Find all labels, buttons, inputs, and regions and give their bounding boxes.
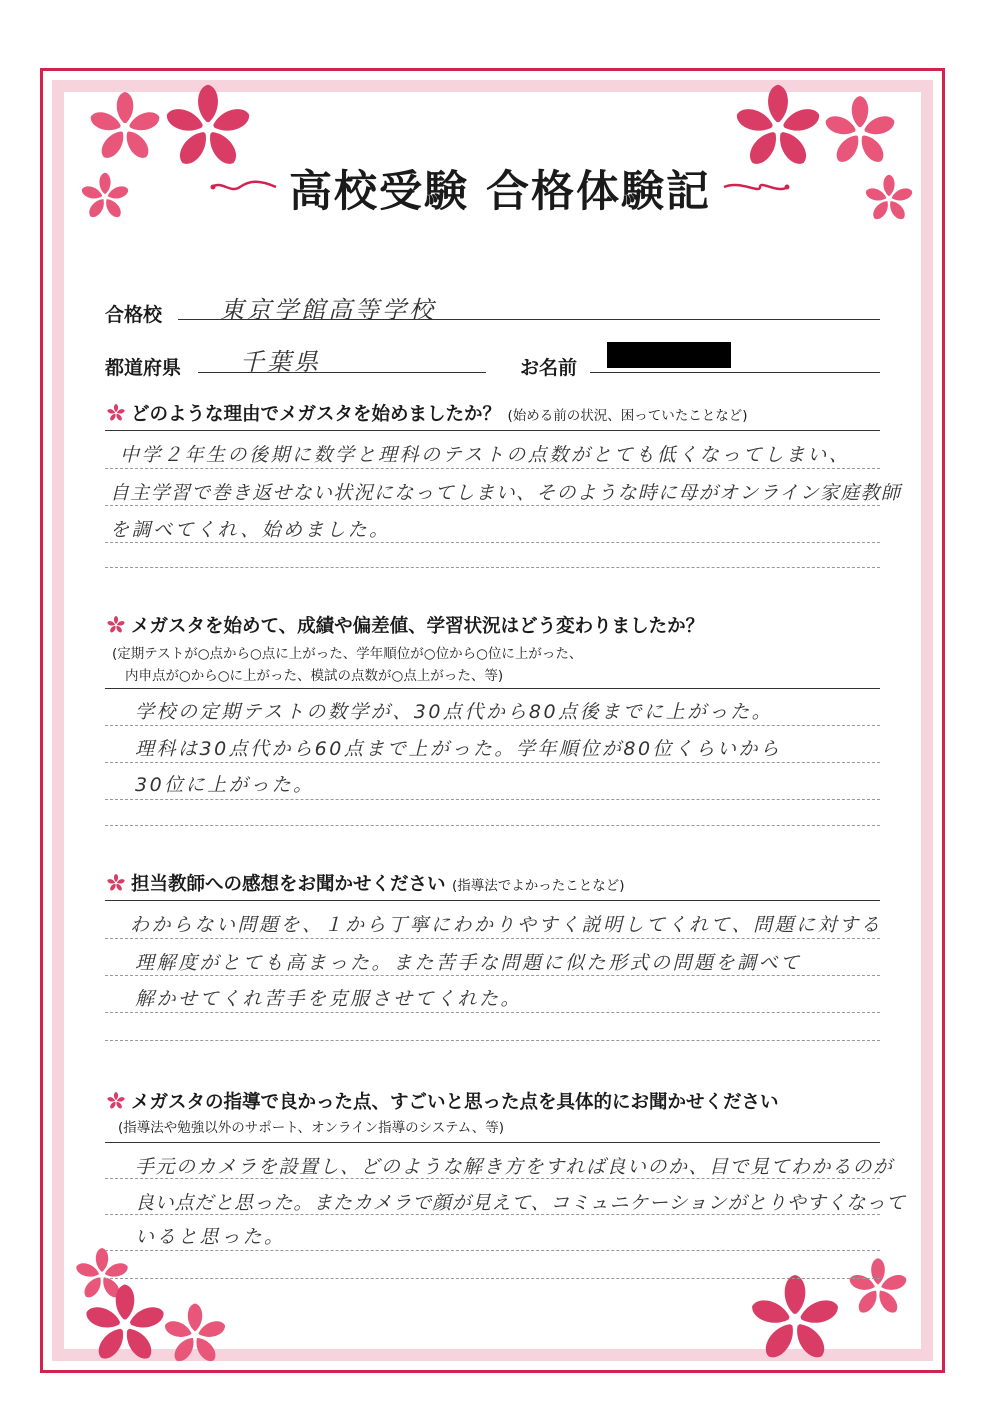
answer-line [105, 799, 880, 800]
school-label: 合格校 [105, 304, 163, 326]
answer-line [105, 430, 880, 431]
answer-line [105, 567, 880, 568]
section-3-answer-line-2: 理解度がとても高まった。また苦手な問題に似た形式の問題を調べて [135, 952, 802, 974]
answer-line [105, 762, 880, 763]
section-3-note: (指導法でよかったことなど) [451, 878, 625, 894]
section-2-question [105, 612, 704, 638]
section-1-question-text: どのような理由でメガスタを始めましたか？ [131, 404, 502, 425]
answer-line [105, 468, 880, 469]
section-4-answer-line-2: 良い点だと思った。またカメラで顔が見えて、コミュニケーションがとりやすくなって [135, 1192, 906, 1214]
answer-line [105, 1250, 880, 1251]
name-underline [590, 372, 880, 373]
page-title: 高校受験 合格体験記 [289, 167, 711, 217]
section-2-question-text: メガスタを始めて、成績や偏差値、学習状況はどう変わりましたか？ [131, 616, 705, 637]
prefecture-value: 千葉県 [240, 348, 321, 376]
redacted-name [607, 342, 731, 368]
section-4-subnote-1: (指導法や勉強以外のサポート、オンライン指導のシステム、等) [118, 1120, 504, 1136]
sakura-blossom-icon [745, 1270, 845, 1370]
section-1-answer-line-3: を調べてくれ、始めました。 [110, 519, 391, 541]
answer-line [105, 505, 880, 506]
sakura-blossom-icon [85, 88, 165, 168]
section-2-answer-line-3: 30位に上がった。 [135, 774, 315, 796]
section-4-question-text: メガスタの指導で良かった点、すごいと思った点を具体的にお聞かせください [131, 1092, 779, 1113]
sakura-bullet-icon [105, 1091, 127, 1111]
school-underline [178, 319, 880, 320]
prefecture-label: 都道府県 [105, 357, 182, 379]
sakura-bullet-icon [105, 615, 127, 635]
section-4-answer-line-3: いると思った。 [135, 1226, 286, 1248]
section-1-question [105, 400, 748, 426]
sakura-blossom-icon [80, 1280, 170, 1370]
section-3-answer-line-1: わからない問題を、１から丁寧にわかりやすく説明してくれて、問題に対する [130, 914, 883, 936]
answer-line [105, 975, 880, 976]
answer-line [105, 1278, 880, 1279]
section-2-answer-line-1: 学校の定期テストの数学が、30点代から80点後までに上がった。 [135, 701, 774, 723]
section-1-answer-line-2: 自主学習で巻き返せない状況になってしまい、そのような時に母がオンライン家庭教師 [110, 482, 902, 504]
school-value: 東京学館高等学校 [220, 296, 436, 324]
answer-line [105, 1142, 880, 1143]
prefecture-underline [198, 372, 486, 373]
sakura-bullet-icon [105, 873, 127, 893]
answer-line [105, 688, 880, 689]
title-flourish-right [722, 180, 790, 194]
sakura-blossom-icon [160, 1300, 230, 1370]
answer-line [105, 542, 880, 543]
section-2-subnote-1: (定期テストが○点から○点に上がった、学年順位が○位から○位に上がった、 [112, 646, 583, 662]
sakura-bullet-icon [105, 403, 127, 423]
section-1-answer-line-1: 中学２年生の後期に数学と理科のテストの点数がとても低くなってしまい、 [120, 444, 851, 466]
sakura-blossom-icon [845, 1255, 911, 1321]
section-1-note: (始める前の状況、困っていたことなど) [507, 408, 748, 424]
section-3-answer-line-3: 解かせてくれ苦手を克服させてくれた。 [135, 988, 523, 1010]
answer-line [105, 725, 880, 726]
name-label: お名前 [520, 357, 578, 379]
answer-line [105, 1012, 880, 1013]
section-2-subnote-2: 内申点が○から○に上がった、模試の点数が○点上がった、等) [125, 668, 504, 684]
answer-line [105, 900, 880, 901]
section-3-question [105, 870, 625, 896]
answer-line [105, 1040, 880, 1041]
answer-line [105, 938, 880, 939]
section-2-answer-line-2: 理科は30点代から60点まで上がった。学年順位が80位くらいから [135, 738, 782, 760]
section-3-question-text: 担当教師への感想をお聞かせください [131, 874, 446, 895]
section-4-answer-line-1: 手元のカメラを設置し、どのような解き方をすれば良いのか、目で見てわかるのが [135, 1156, 894, 1178]
section-4-question [105, 1088, 779, 1114]
answer-line [105, 825, 880, 826]
